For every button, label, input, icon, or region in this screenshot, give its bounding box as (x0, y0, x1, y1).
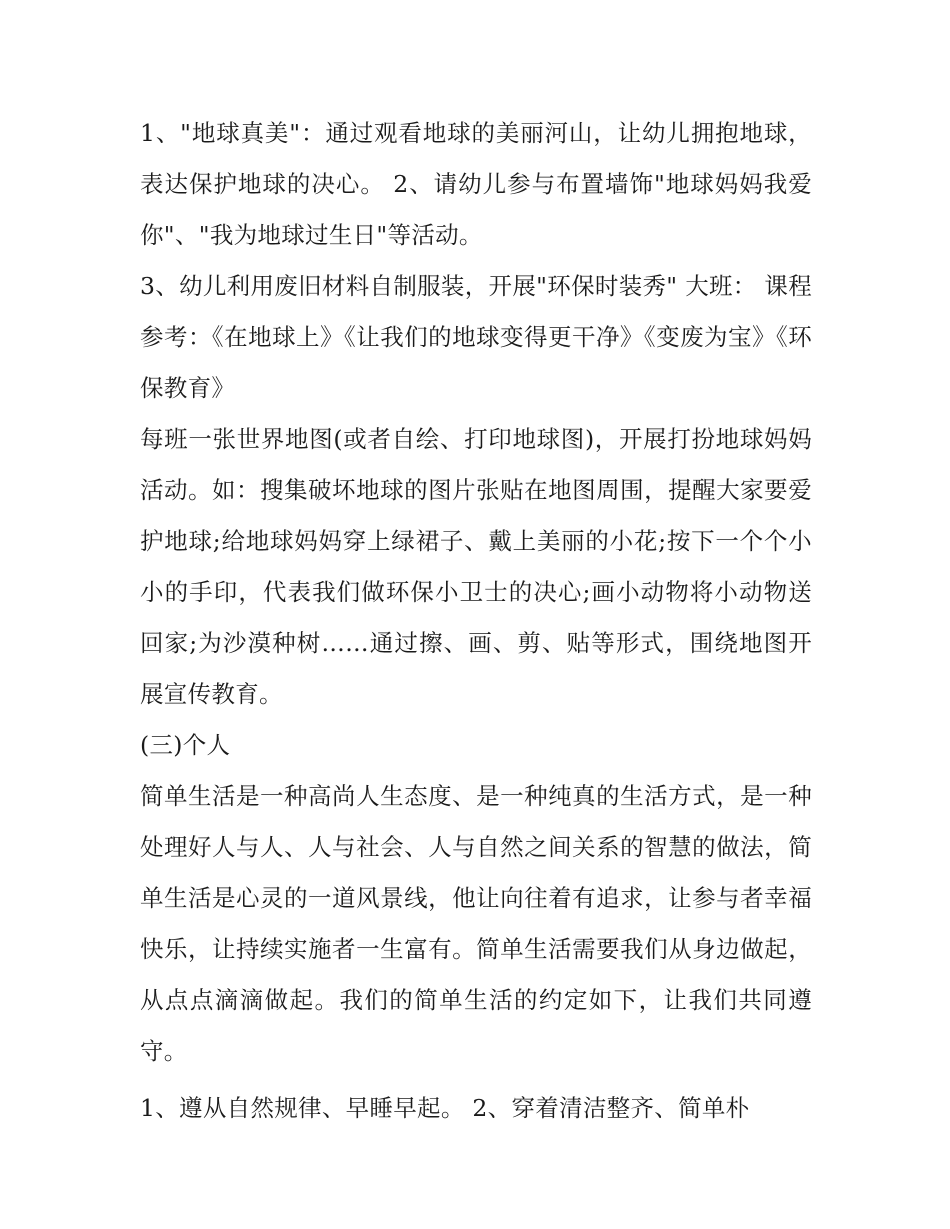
paragraph-simple-life-rules: 1、遵从自然规律、早睡早起。 2、穿着清洁整齐、简单朴 (140, 1094, 750, 1122)
document-body (140, 108, 812, 1134)
section-heading-personal: (三)个人 (140, 731, 231, 759)
paragraph-world-map-activity: 每班一张世界地图(或者自绘、打印地球图)，开展打扮地球妈妈活动。如：搜集破坏地球的图片张贴在地图周围，提醒大家要爱护地球;给地球妈妈穿上绿裙子、戴上美丽的小花;按下一个个小小的手印，代表我们做环保小卫士的决心;画小动物将小动物送回家;为沙漠种树……通过擦、画、剪、贴等形式，围绕地图开展宣传教育。 (140, 425, 812, 708)
paragraph-eco-fashion-show: 3、幼儿利用废旧材料自制服装，开展"环保时装秀" 大班： 课程参考：《在地球上》《让我们的地球变得更干净》《变废为宝》《环保教育》 (140, 272, 812, 402)
paragraph-earth-beautiful: 1、"地球真美"：通过观看地球的美丽河山，让幼儿拥抱地球，表达保护地球的决心。 2、请幼儿参与布置墙饰"地球妈妈我爱你"、"我为地球过生日"等活动。 (140, 119, 812, 249)
paragraph-simple-life: 简单生活是一种高尚人生态度、是一种纯真的生活方式，是一种处理好人与人、人与社会、人与自然之间关系的智慧的做法，简单生活是心灵的一道风景线，他让向往着有追求，让参与者幸福快乐，让持续实施者一生富有。简单生活需要我们从身边做起，从点点滴滴做起。我们的简单生活的约定如下，让我们共同遵守。 (140, 782, 812, 1065)
